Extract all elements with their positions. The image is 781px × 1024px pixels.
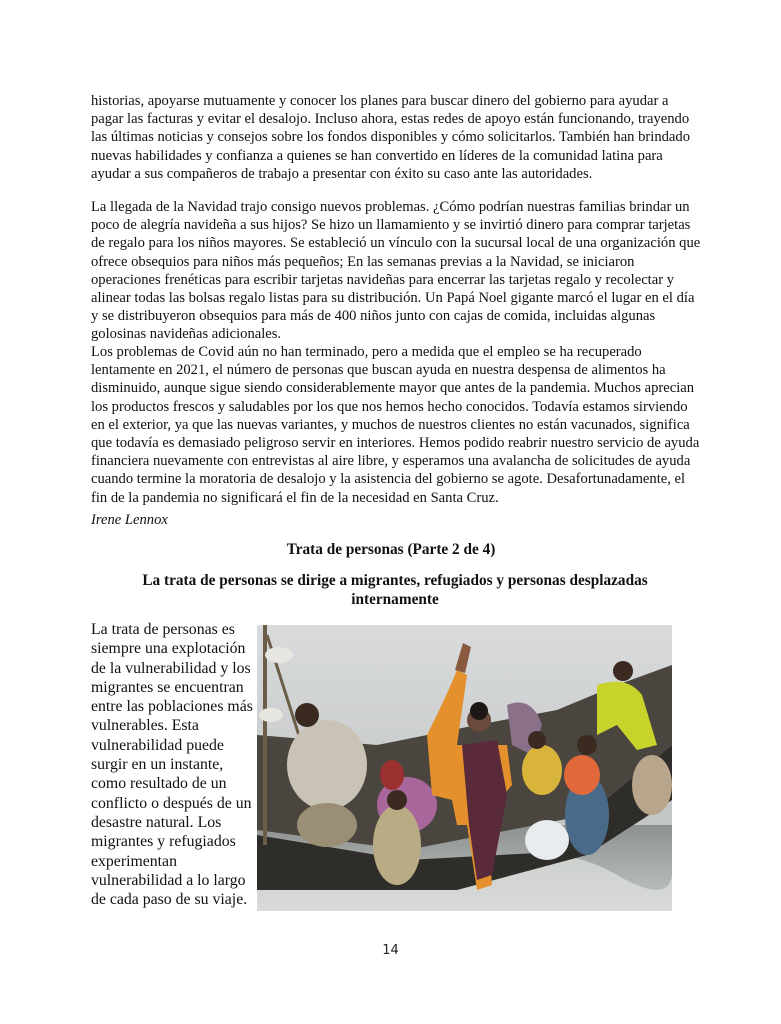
article-subtitle: La trata de personas se dirige a migrantes, refugiados y personas desplazadas internamente bbox=[142, 572, 648, 608]
paragraph-christmas: La llegada de la Navidad trajo consigo nuevos problemas. ¿Cómo podrían nuestras familias brindar un poco de alegría navideña a sus hijos? Se hizo un llamamiento y se invirtió dinero para comprar tarjetas de regalo para los niños mayores. Se estableció un vínculo con la sucursal local de una organización que ofrece obsequios para niños más pequeños; En las semanas previas a la Navidad, se iniciaron operaciones frenéticas para escribir tarjetas navideñas para encerrar las tarjetas regalo y recolectar y alinear todas las bolsas regalo listas para su distribución. Un Papá Noel gigante marcó el lugar en el día y se distribuyeron obsequios para más de 400 niños junto con cajas de comida, incluidas algunas golosinas navideñas adicionales. bbox=[91, 199, 701, 343]
article-title: Trata de personas (Parte 2 de 4) bbox=[286, 541, 496, 558]
paragraph-covid: Los problemas de Covid aún no han terminado, pero a medida que el empleo se ha recuperado lentamente en 2021, el número de personas que buscan ayuda en nuestra despensa de alimentos ha disminuido, aunque sigue siendo considerablemente mayor que antes de la pandemia. Muchos aprecian los productos frescos y saludables por los que nos hemos hecho conocidos. Todavía estamos sirviendo en el exterior, ya que las nuevas variantes, y muchos de nuestros clientes no están vacunados, significa que todavía es demasiado peligroso servir en interiores. Hemos podido reabrir nuestro servicio de ayuda financiera nuevamente con entrevistas al aire libre, y esperamos una avalancha de solicitudes de ayuda cuando termine la moratoria de desalojo y la asistencia del gobierno se agote. Desafortunadamente, el fin de la pandemia no significará el fin de la necesidad en Santa Cruz. bbox=[91, 344, 700, 506]
page-number: 14 bbox=[382, 943, 399, 958]
refugee-boat-photo bbox=[257, 625, 672, 911]
article-body: La trata de personas es siempre una explotación de la vulnerabilidad y los migrantes se encuentran entre las poblaciones más vulnerables. Esta vulnerabilidad puede surgir en un instante, como resultado de un conflicto o después de un desastre natural. Los migrantes y refugiados experimentan vulnerabilidad a lo largo de cada paso de su viaje. bbox=[91, 621, 253, 909]
paragraph-support-networks: historias, apoyarse mutuamente y conocer los planes para buscar dinero del gobierno para ayudar a pagar las facturas y evitar el desalojo. Incluso ahora, estas redes de apoyo están funcionando, trayendo las últimas noticias y consejos sobre los fondos disponibles y cómo solicitarlos. También han brindado nuevas habilidades y confianza a quienes se han convertido en líderes de la comunidad latina para ayudar a sus compañeros de trabajo a presentar con éxito su caso ante las autoridades. bbox=[91, 93, 690, 182]
photo-illustration bbox=[257, 625, 672, 911]
author-signature: Irene Lennox bbox=[91, 512, 168, 528]
